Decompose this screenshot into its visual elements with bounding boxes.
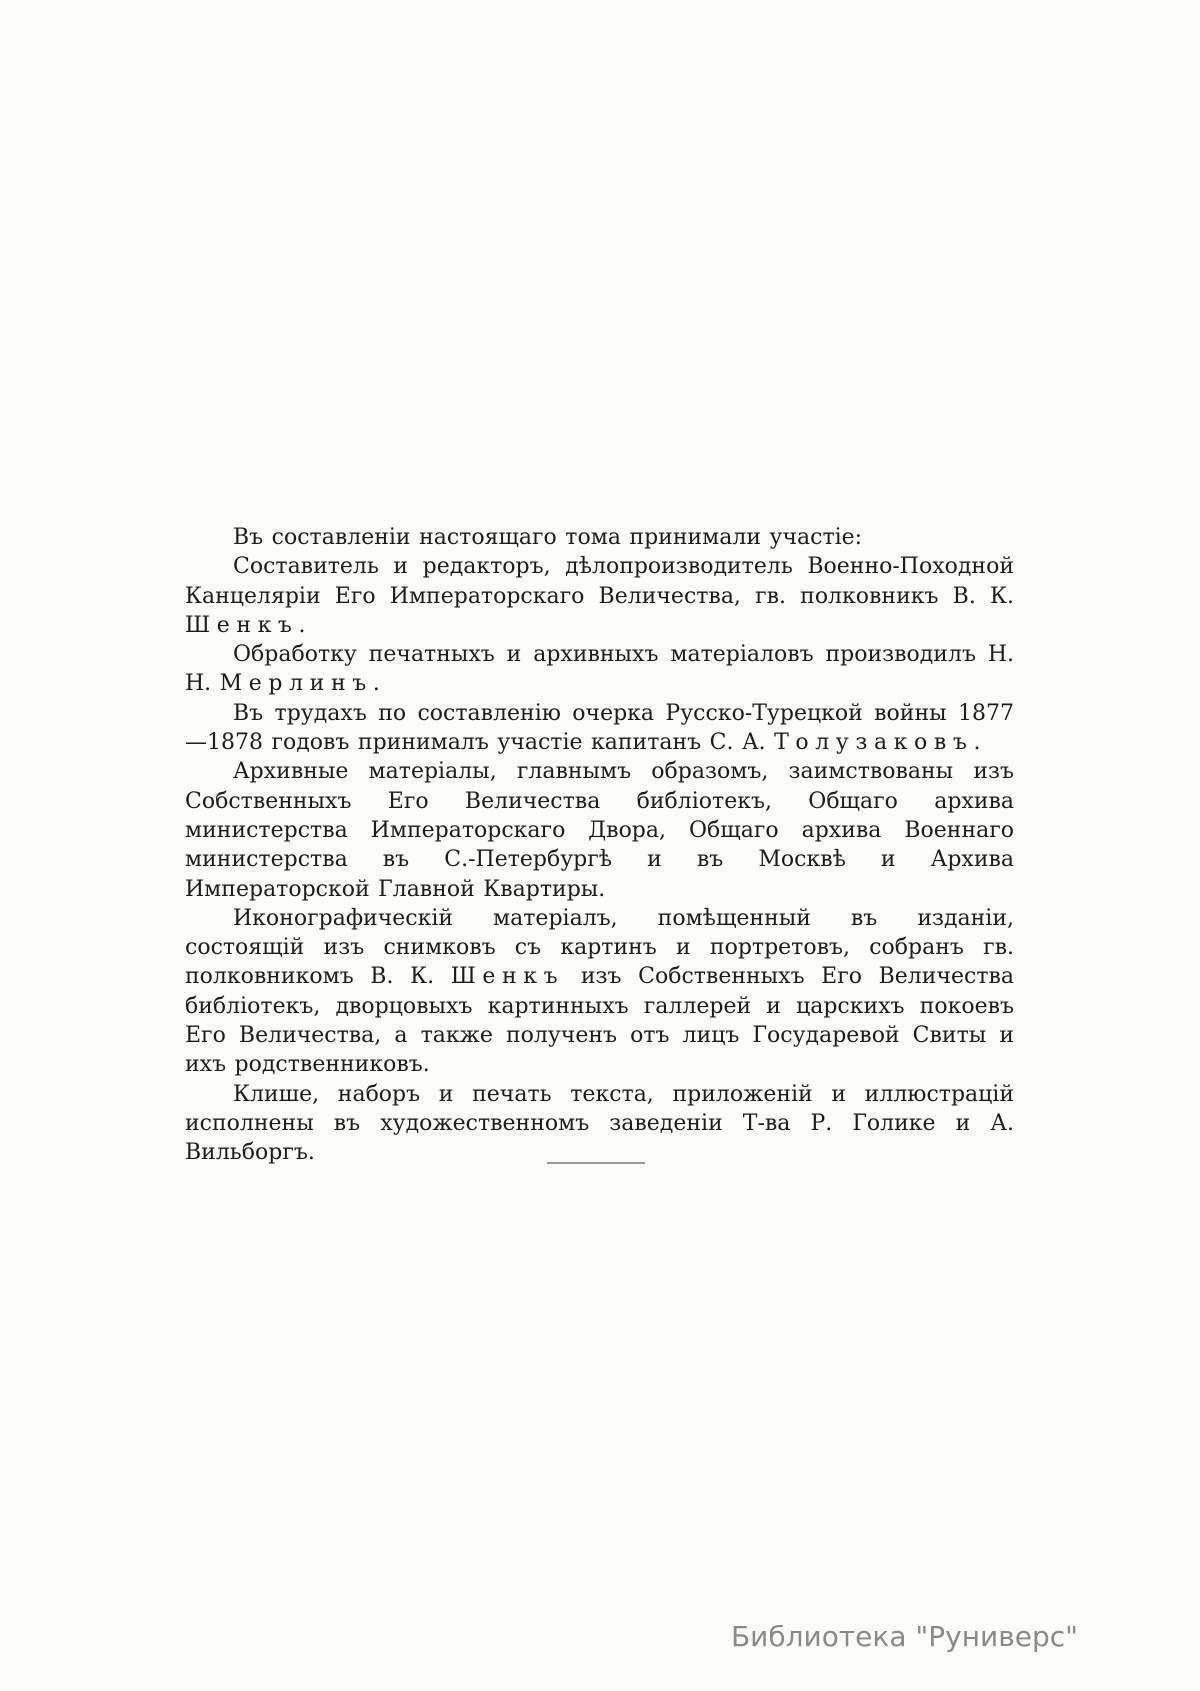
text-segment: Архивные матеріалы, главнымъ образомъ, заимствованы изъ Собственныхъ Его Величества библіотекъ, Общаго архива министерства Императорскаго Двора, Общаго архива Военнаго министерства въ С.-Петербургѣ и въ Москвѣ и Архива Императорской Главной Квартиры. xyxy=(185,759,1014,902)
imprint-text-block xyxy=(185,523,1014,1168)
paragraph-archive-sources xyxy=(185,757,1014,903)
paragraph-iconographic-material xyxy=(185,904,1014,1080)
text-segment: Клише, наборъ и печать текста, приложеній и иллюстрацій исполнены въ художественномъ заведеніи Т-ва Р. Голике и А. Вильборгъ. xyxy=(185,1081,1014,1166)
text-segment-spaced-name: Шенкъ xyxy=(185,612,299,638)
text-segment: . xyxy=(372,671,380,697)
paragraph-printing xyxy=(185,1080,1014,1168)
text-segment-spaced-name: Толузаковъ xyxy=(774,730,974,756)
text-segment: Составитель и редакторъ, дѣлопроизводитель Военно-Походной Канцеляріи Его Императорскаго Величества, гв. полковникъ В. К. xyxy=(185,554,1014,609)
text-segment: Въ составленіи настоящаго тома принимали участіе: xyxy=(233,525,863,550)
text-segment: Обработку печатныхъ и архивныхъ матеріаловъ производилъ Н. Н. xyxy=(185,642,1014,697)
watermark-library-runivers: Библиотека "Руниверс" xyxy=(730,1620,1078,1653)
text-segment: Въ трудахъ по составленію очерка Русско-Турецкой войны 1877—1878 годовъ принималъ участіе капитанъ С. А. xyxy=(185,700,1014,756)
text-segment-spaced-name: Шенкъ xyxy=(450,964,565,990)
text-segment: изъ Собственныхъ Его Величества библіотекъ, дворцовыхъ картинныхъ галлерей и царскихъ покоевъ Его Величества, а также полученъ отъ лицъ Государевой Свиты и ихъ родственниковъ. xyxy=(185,964,1015,1078)
text-segment-spaced-name: Мерлинъ xyxy=(219,671,373,697)
paragraph-intro xyxy=(185,523,1014,552)
text-segment: Иконографическій матеріалъ, помѣщенный въ изданіи, состоящій изъ снимковъ съ картинъ и портретовъ, собранъ гв. полковникомъ В. К. xyxy=(185,905,1014,990)
paragraph-materials-processing xyxy=(185,640,1014,699)
paragraph-editor xyxy=(185,552,1014,640)
section-divider-rule xyxy=(547,1162,645,1164)
text-segment: . xyxy=(298,612,306,638)
paragraph-war-essay xyxy=(185,699,1014,758)
text-segment: . xyxy=(973,730,981,756)
